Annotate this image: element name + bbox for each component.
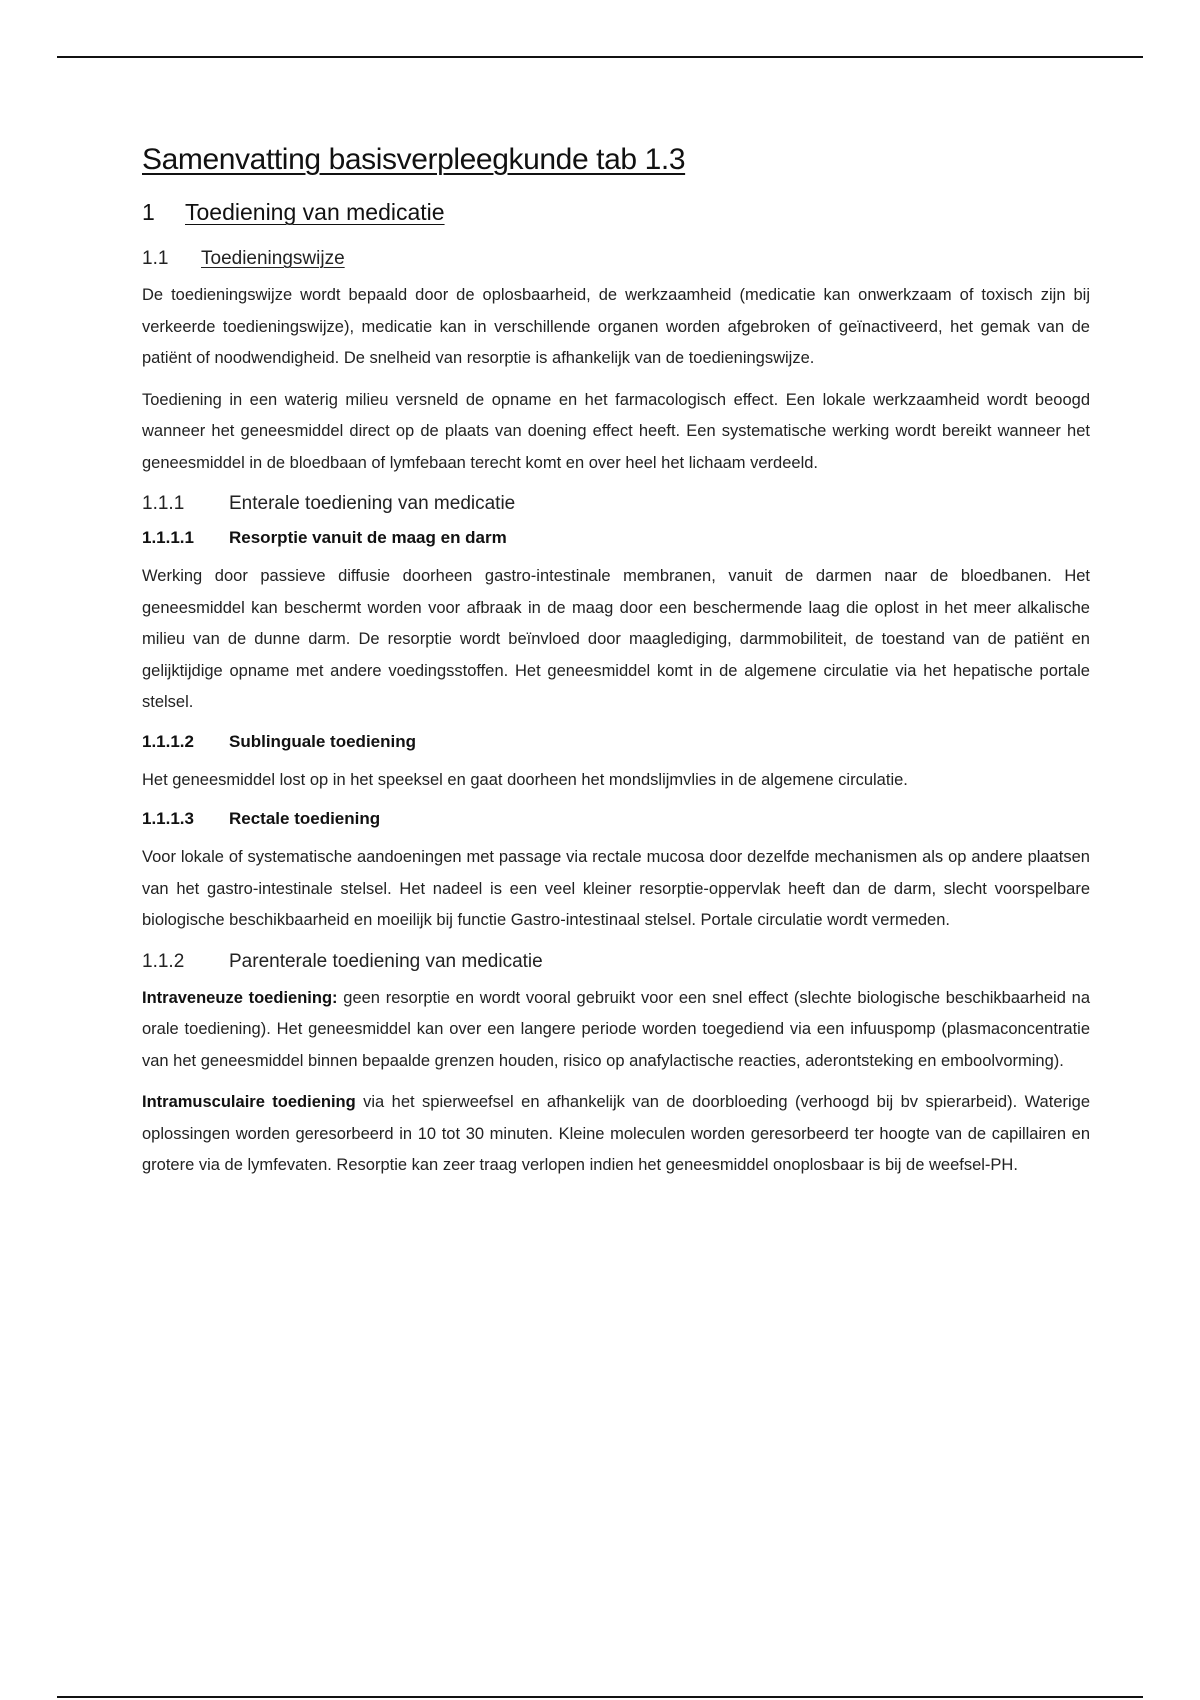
header-rule (57, 56, 1143, 58)
heading-section-1-1-1-3 (142, 806, 1090, 832)
heading-number: 1.1.2 (142, 950, 185, 972)
heading-text: Parenterale toediening van medicatie (229, 950, 543, 972)
paragraph-toedieningswijze-2: Toediening in een waterig milieu versneld de opname en het farmacologisch effect. Een lokale werkzaamheid wordt beoogd wanneer het geneesmiddel direct op de plaats van doening effect heeft. Een systematische werking wordt bereikt wanneer het geneesmiddel in de bloedbaan of lymfebaan terecht komt en over heel het lichaam verdeeld. (142, 390, 1090, 472)
document-page (142, 140, 1090, 1192)
heading-section-1-1 (142, 244, 1090, 274)
heading-text: Enterale toediening van medicatie (229, 493, 516, 514)
heading-text: Resorptie vanuit de maag en darm (229, 528, 507, 547)
heading-number: 1 (142, 199, 155, 225)
paragraph-resorptie-maag-darm: Werking door passieve diffusie doorheen gastro-intestinale membranen, vanuit de darmen naar de bloedbanen. Het geneesmiddel kan beschermt worden voor afbraak in de maag door een beschermende laag die oplost in het meer alkalische milieu van de dunne darm. De resorptie wordt beïnvloed door maaglediging, darmmobiliteit, de toestand van de patiënt en gelijktijdige opname met andere voedingsstoffen. Het geneesmiddel komt in de algemene circulatie via het hepatische portale stelsel. (142, 567, 1090, 711)
heading-number: 1.1 (142, 248, 169, 269)
document-title-text: Samenvatting basisverpleegkunde tab 1.3 (142, 143, 686, 176)
heading-number: 1.1.1 (142, 493, 185, 514)
paragraph-rectale-toediening: Voor lokale of systematische aandoeningen met passage via rectale mucosa door dezelfde mechanismen als op andere plaatsen van het gastro-intestinale stelsel. Het nadeel is een veel kleiner resorptie-oppervlak heeft dan de darm, slecht voorspelbare biologische beschikbaarheid en moeilijk bij functie Gastro-intestinaal stelsel. Portale circulatie wordt vermeden. (142, 848, 1090, 929)
heading-text: Toedieningswijze (201, 248, 345, 269)
heading-section-1-1-1-1 (142, 525, 1090, 551)
heading-section-1-1-1-2 (142, 729, 1090, 755)
document-title (142, 140, 1090, 180)
paragraph-intramusculaire-toediening (142, 1087, 1090, 1182)
term-description: geen resorptie en wordt vooral gebruikt voor een snel effect (slechte biologische beschikbaarheid na orale toediening). Het geneesmiddel kan over een langere periode worden toegediend via een infuuspomp (plasmaconcentratie van het geneesmiddel binnen bepaalde grenzen houden, risico op anafylactische reacties, aderontsteking en emboolvorming). (142, 988, 1091, 1070)
paragraph-toedieningswijze-1: De toedieningswijze wordt bepaald door de oplosbaarheid, de werkzaamheid (medicatie kan onwerkzaam of toxisch zijn bij verkeerde toedieningswijze), medicatie kan in verschillende organen worden afgebroken of geïnactiveerd, het gemak van de patiënt of noodwendigheid. De snelheid van resorptie is afhankelijk van de toedieningswijze. (142, 286, 1090, 367)
heading-section-1 (142, 194, 1090, 230)
heading-text: Toediening van medicatie (185, 199, 445, 225)
heading-section-1-1-2 (142, 947, 1090, 977)
heading-text: Sublinguale toediening (229, 731, 416, 751)
heading-number: 1.1.1.1 (142, 528, 194, 547)
heading-number: 1.1.1.3 (142, 809, 194, 828)
term-description: via het spierweefsel en afhankelijk van de doorbloeding (verhoogd bij bv spierarbeid). Waterige oplossingen worden geresorbeerd in 10 tot 30 minuten. Kleine moleculen worden geresorbeerd ter hoogte van de capillairen en grotere via de lymfevaten. Resorptie kan zeer traag verlopen indien het geneesmiddel onoplosbaar is bij de weefsel-PH. (142, 1093, 1091, 1174)
paragraph-sublinguale-toediening: Het geneesmiddel lost op in het speeksel en gaat doorheen het mondslijmvlies in de algemene circulatie. (142, 770, 908, 789)
paragraph-intraveneuze-toediening (142, 983, 1090, 1078)
heading-text: Rectale toediening (229, 809, 381, 828)
term-label: Intraveneuze toediening: (142, 988, 338, 1007)
term-label: Intramusculaire toediening (142, 1093, 356, 1111)
heading-number: 1.1.1.2 (142, 731, 194, 751)
footer-rule (57, 1696, 1143, 1698)
heading-section-1-1-1 (142, 489, 1090, 519)
